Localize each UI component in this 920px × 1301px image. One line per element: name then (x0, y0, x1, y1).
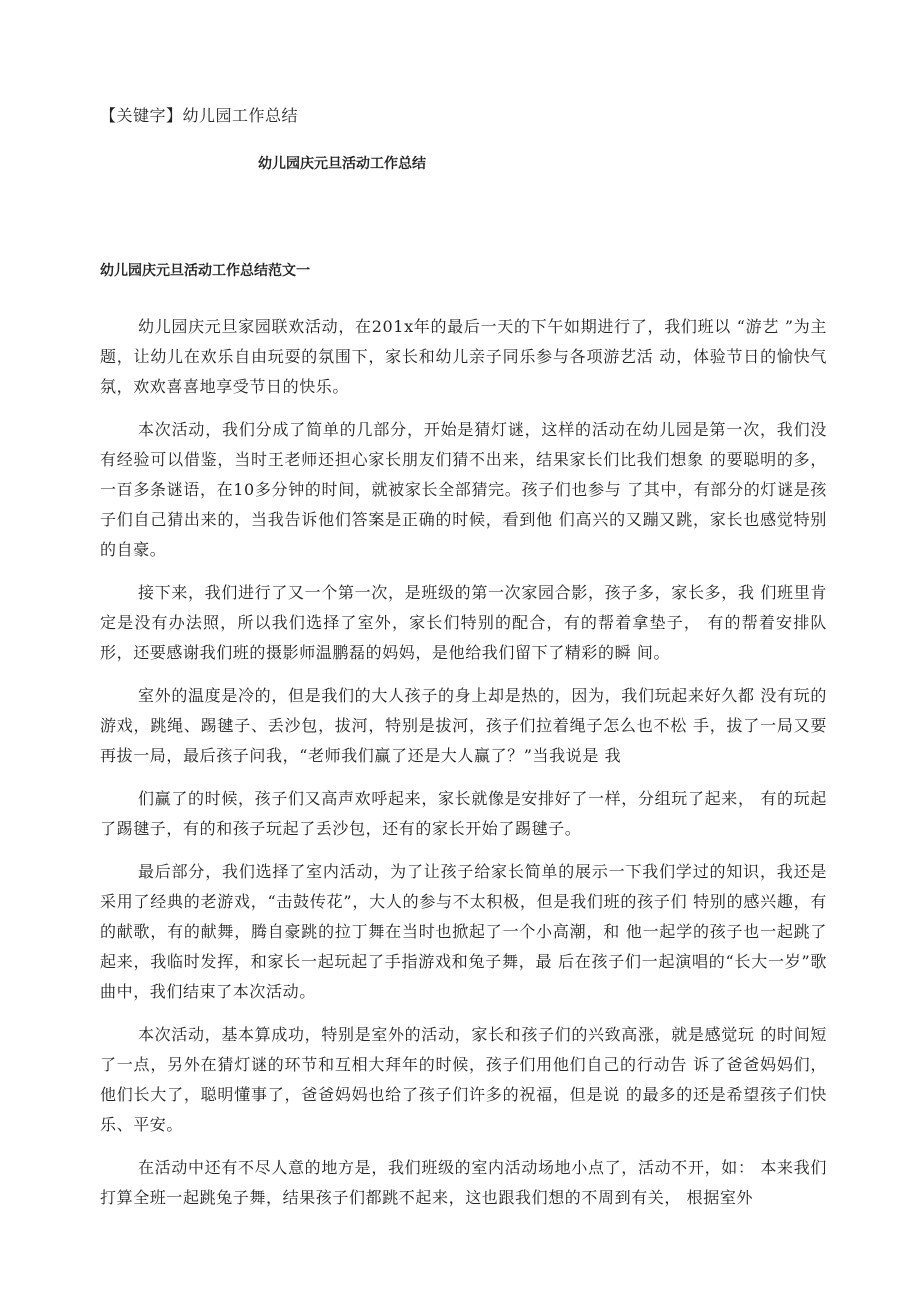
document-body (100, 312, 827, 1226)
paragraph: 们赢了的时候，孩子们又高声欢呼起来，家长就像是安排好了一样，分组玩了起来， 有的玩起了踢毽子，有的和孩子玩起了丢沙包，还有的家长开始了踢毽子。 (100, 789, 827, 838)
keyword-line: 【关键字】幼儿园工作总结 (100, 106, 299, 125)
paragraph: 幼儿园庆元旦家园联欢活动，在201x年的最后一天的下午如期进行了，我们班以 “游艺 ”为主题，让幼儿在欢乐自由玩耍的氛围下，家长和幼儿亲子同乐参与各项游艺活 动，体验节日的愉快气氛，欢欢喜喜地享受节日的快乐。 (100, 317, 827, 396)
paragraph: 室外的温度是冷的，但是我们的大人孩子的身上却是热的，因为，我们玩起来好久都 没有玩的游戏，跳绳、踢毽子、丢沙包，拔河，特别是拔河，孩子们拉着绳子怎么也不松 手，拔了一局又要再拔一局，最后孩子问我，“老师我们赢了还是大人赢了？”当我说是 我 (100, 686, 827, 765)
section-heading: 幼儿园庆元旦活动工作总结范文一 (100, 263, 310, 279)
page-title: 幼儿园庆元旦活动工作总结 (258, 156, 426, 172)
paragraph: 最后部分，我们选择了室内活动，为了让孩子给家长简单的展示一下我们学过的知识，我还是采用了经典的老游戏，“击鼓传花”，大人的参与不太积极，但是我们班的孩子们 特别的感兴趣，有的献歌，有的献舞，腾自豪跳的拉丁舞在当时也掀起了一个小高潮，和 他一起学的孩子也一起跳了起来，我临时发挥，和家长一起玩起了手指游戏和兔子舞，最 后在孩子们一起演唱的“长大一岁”歌曲中，我们结束了本次活动。 (100, 862, 827, 1001)
paragraph: 在活动中还有不尽人意的地方是，我们班级的室内活动场地小点了，活动不开，如： 本来我们打算全班一起跳兔子舞，结果孩子们都跳不起来，这也跟我们想的不周到有关， 根据室外 (100, 1158, 827, 1207)
paragraph: 本次活动，基本算成功，特别是室外的活动，家长和孩子们的兴致高涨，就是感觉玩 的时间短了一点，另外在猜灯谜的环节和互相大拜年的时候，孩子们用他们自己的行动告 诉了爸爸妈妈们，他们长大了，聪明懂事了，爸爸妈妈也给了孩子们许多的祝福，但是说 的最多的还是希望孩子们快乐、平安。 (100, 1025, 827, 1134)
paragraph: 本次活动，我们分成了简单的几部分，开始是猜灯谜，这样的活动在幼儿园是第一次，我们没有经验可以借鉴，当时王老师还担心家长朋友们猜不出来，结果家长们比我们想象 的要聪明的多，一百多条谜语，在10多分钟的时间，就被家长全部猜完。孩子们也参与 了其中，有部分的灯谜是孩子们自己猜出来的，当我告诉他们答案是正确的时候，看到他 们高兴的又蹦又跳，家长也感觉特别的自豪。 (100, 420, 827, 559)
paragraph: 接下来，我们进行了又一个第一次，是班级的第一次家园合影，孩子多，家长多，我 们班里肯定是没有办法照，所以我们选择了室外，家长们特别的配合，有的帮着拿垫子， 有的帮着安排队形，还要感谢我们班的摄影师温鹏磊的妈妈，是他给我们留下了精彩的瞬 间。 (100, 583, 827, 662)
